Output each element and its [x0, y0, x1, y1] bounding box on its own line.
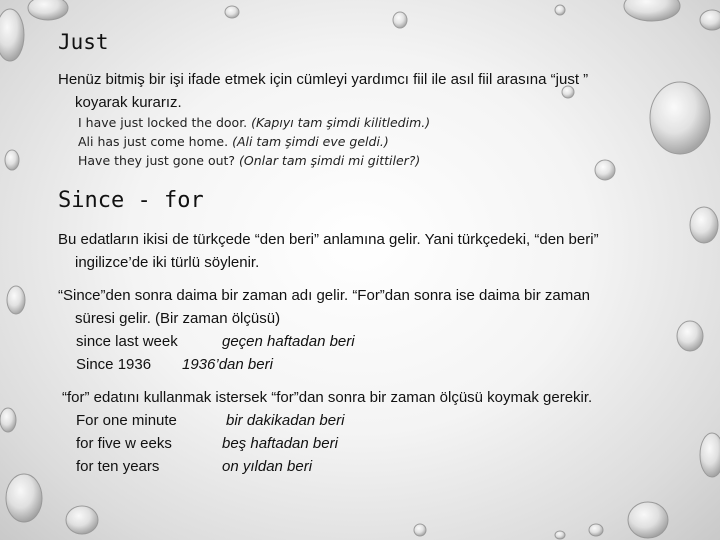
just-example-3 [78, 151, 420, 170]
since-for-para-2 [58, 284, 590, 330]
example-tr: (Kapıyı tam şimdi kilitledim.) [251, 115, 431, 130]
for-example-2-tr: beş haftadan beri [222, 435, 338, 452]
since-for-para-3: “for” edatını kullanmak istersek “for”dan sonra bir zaman ölçüsü koymak gerekir. [62, 389, 593, 406]
for-example-3-tr: on yıldan beri [222, 458, 313, 475]
example-en: I have just locked the door. [78, 115, 248, 130]
example-tr: (Ali tam şimdi eve geldi.) [232, 134, 389, 149]
for-example-2-en: for five w eeks [76, 435, 172, 452]
just-intro [58, 68, 588, 114]
heading-since-for: Since - for [58, 188, 204, 213]
just-example-2 [78, 132, 389, 151]
para2-line2: süresi gelir. (Bir zaman ölçüsü) [75, 310, 281, 327]
since-for-para-1 [58, 228, 599, 274]
example-en: Have they just gone out? [78, 153, 236, 168]
for-example-1-en: For one minute [76, 412, 177, 429]
since-example-1-en: since last week [76, 333, 178, 350]
para2-line1: “Since”den sonra daima bir zaman adı gelir. “For”dan sonra ise daima bir zaman [58, 287, 590, 304]
example-en: Ali has just come home. [78, 134, 229, 149]
just-intro-line1: Henüz bitmiş bir işi ifade etmek için cümleyi yardımcı fiil ile asıl fiil arasına “just ” [58, 71, 589, 88]
since-example-2-en: Since 1936 [76, 356, 152, 373]
just-example-1 [78, 113, 430, 132]
example-tr: (Onlar tam şimdi mi gittiler?) [239, 153, 421, 168]
para1-line1: Bu edatların ikisi de türkçede “den beri” anlamına gelir. Yani türkçedeki, “den beri” [58, 231, 599, 248]
since-example-1-tr: geçen haftadan beri [222, 333, 355, 350]
heading-just: Just [58, 30, 109, 54]
for-example-3-en: for ten years [76, 458, 160, 475]
para1-line2: ingilizce’de iki türlü söylenir. [75, 254, 260, 271]
since-example-2-tr: 1936’dan beri [182, 356, 273, 373]
for-example-1-tr: bir dakikadan beri [226, 412, 345, 429]
just-intro-line2: koyarak kurarız. [75, 94, 182, 111]
